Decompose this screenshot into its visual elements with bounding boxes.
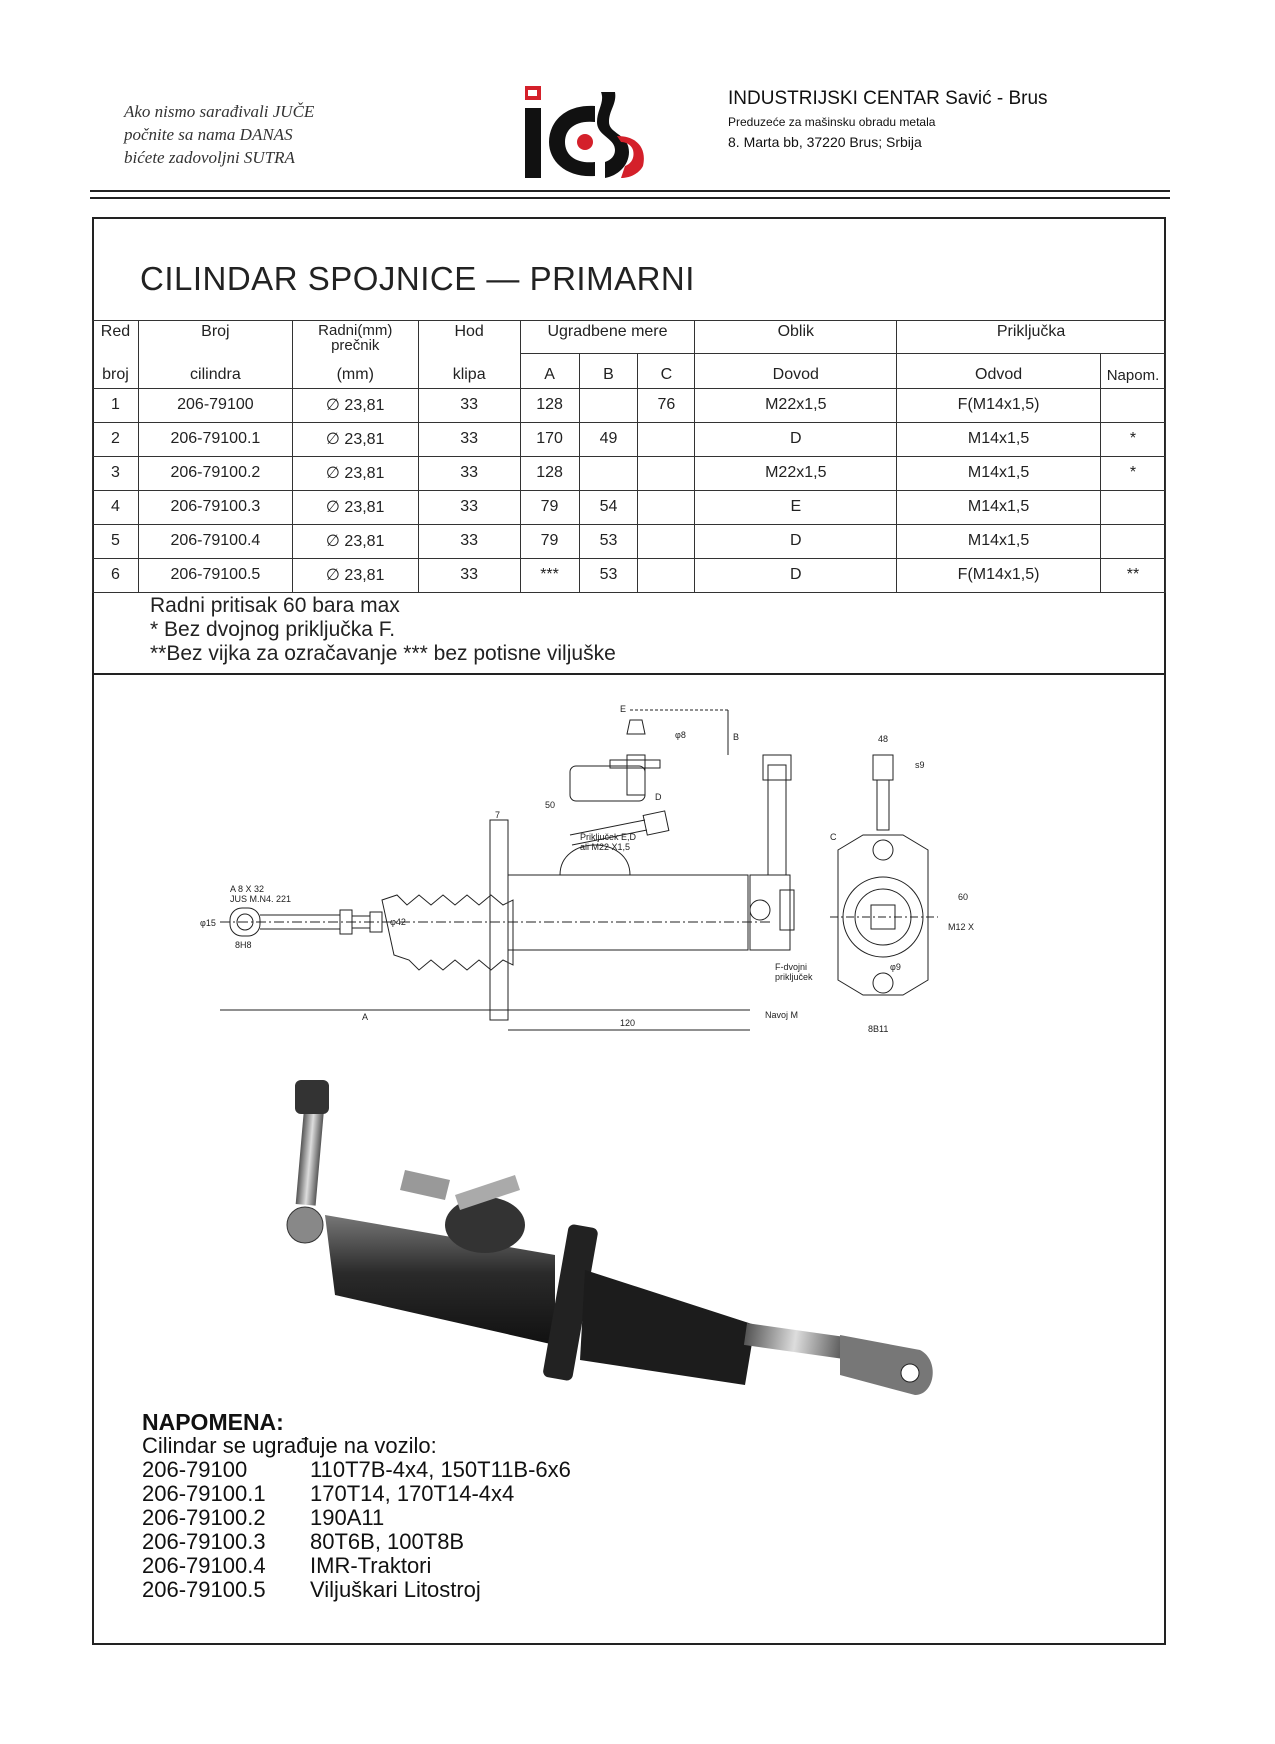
- cell-no: 3: [93, 456, 139, 490]
- col-oblik: Oblik: [695, 321, 897, 354]
- col-c: C: [638, 353, 695, 388]
- cell-code: 206-79100.4: [138, 524, 292, 558]
- cell-a: 79: [520, 490, 579, 524]
- cell-stroke: 33: [418, 558, 520, 592]
- cell-b: 53: [579, 558, 638, 592]
- cell-odvod: M14x1,5: [897, 422, 1101, 456]
- cell-diameter: ∅ 23,81: [292, 558, 418, 592]
- cell-dovod: D: [695, 558, 897, 592]
- napomena-intro: Cilindar se ugrađuje na vozilo:: [142, 1433, 437, 1458]
- label-50: 50: [545, 800, 556, 810]
- cell-code: 206-79100.2: [138, 456, 292, 490]
- label-c: C: [830, 832, 837, 842]
- label-phi42: φ42: [390, 917, 406, 927]
- col-red: Red: [93, 321, 139, 354]
- label-prikljucek-2: ali M22 X1,5: [580, 842, 631, 852]
- cell-stroke: 33: [418, 456, 520, 490]
- cell-dovod: D: [695, 524, 897, 558]
- col-dovod: Dovod: [695, 353, 897, 388]
- cell-napom: *: [1100, 422, 1165, 456]
- reservoir-detail: [570, 704, 739, 801]
- cell-c: 76: [638, 388, 695, 422]
- cell-no: 5: [93, 524, 139, 558]
- label-phi15: φ15: [200, 918, 216, 928]
- col-broj-sub: broj: [93, 353, 139, 388]
- note-single-star: * Bez dvojnog priključka F.: [150, 618, 396, 641]
- vehicle-name: 170T14, 170T14-4x4: [310, 1481, 515, 1506]
- table-row: [93, 456, 1166, 490]
- table-notes: [150, 594, 616, 666]
- col-napom: Napom.: [1100, 353, 1165, 388]
- header-rule-bottom: [90, 197, 1170, 199]
- col-a: A: [520, 353, 579, 388]
- cell-diameter: ∅ 23,81: [292, 388, 418, 422]
- col-klipa: klipa: [418, 353, 520, 388]
- cell-b: 49: [579, 422, 638, 456]
- cell-no: 1: [93, 388, 139, 422]
- cell-b: [579, 456, 638, 490]
- vehicle-name: 190A11: [310, 1505, 385, 1530]
- spec-table: [92, 320, 1166, 593]
- cell-a: 170: [520, 422, 579, 456]
- header-rule-top: [90, 190, 1170, 192]
- cell-dovod: M22x1,5: [695, 388, 897, 422]
- cell-b: 53: [579, 524, 638, 558]
- cell-a: ***: [520, 558, 579, 592]
- label-120: 120: [620, 1018, 636, 1028]
- label-b: B: [733, 732, 740, 742]
- col-radni-label: Radni(mm): [318, 322, 393, 339]
- cell-stroke: 33: [418, 422, 520, 456]
- vehicle-code: 206-79100.3: [142, 1529, 266, 1554]
- label-60: 60: [958, 892, 969, 902]
- company-info: [728, 88, 1088, 150]
- col-odvod: Odvod: [897, 353, 1101, 388]
- cell-diameter: ∅ 23,81: [292, 524, 418, 558]
- cell-c: [638, 558, 695, 592]
- cell-napom: [1100, 388, 1165, 422]
- cell-odvod: F(M14x1,5): [897, 388, 1101, 422]
- vehicle-row: [142, 1554, 571, 1578]
- vehicle-name: 110T7B-4x4, 150T11B-6x6: [310, 1457, 571, 1482]
- cylinder-end-view: [830, 734, 974, 1034]
- cell-napom: **: [1100, 558, 1165, 592]
- label-phi9: φ9: [890, 962, 901, 972]
- vehicle-code: 206-79100.1: [142, 1481, 266, 1506]
- table-row: [93, 558, 1166, 592]
- cell-napom: [1100, 490, 1165, 524]
- table-subheader-row: [93, 353, 1166, 388]
- cell-napom: *: [1100, 456, 1165, 490]
- vehicle-row: [142, 1530, 571, 1554]
- note-pressure: Radni pritisak 60 bara max: [150, 594, 400, 617]
- napomena-heading: NAPOMENA:: [142, 1409, 284, 1435]
- cell-diameter: ∅ 23,81: [292, 422, 418, 456]
- slogan: [124, 100, 424, 169]
- label-navoj: Navoj M: [765, 1010, 799, 1020]
- cell-odvod: M14x1,5: [897, 456, 1101, 490]
- label-7: 7: [495, 810, 501, 820]
- cell-no: 6: [93, 558, 139, 592]
- cell-b: [579, 388, 638, 422]
- technical-drawing: [190, 700, 1090, 1050]
- slogan-line: bićete zadovoljni SUTRA: [124, 148, 295, 167]
- cell-a: 79: [520, 524, 579, 558]
- cell-dovod: E: [695, 490, 897, 524]
- col-precnik-label: prečnik: [331, 337, 380, 354]
- company-subtitle: Preduzeće za mašinsku obradu metala: [728, 115, 936, 129]
- col-b: B: [579, 353, 638, 388]
- cell-c: [638, 490, 695, 524]
- label-m12: M12 X: [948, 922, 975, 932]
- table-row: [93, 388, 1166, 422]
- label-phi8: φ8: [675, 730, 686, 740]
- cell-no: 2: [93, 422, 139, 456]
- vehicle-code: 206-79100.2: [142, 1505, 266, 1530]
- label-e: E: [620, 704, 627, 714]
- vehicle-code: 206-79100.4: [142, 1553, 266, 1578]
- cell-odvod: F(M14x1,5): [897, 558, 1101, 592]
- page-title: CILINDAR SPOJNICE — PRIMARNI: [140, 260, 695, 297]
- col-radni: [292, 321, 418, 354]
- section-divider: [92, 673, 1166, 675]
- company-address: 8. Marta bb, 37220 Brus; Srbija: [728, 134, 922, 150]
- table-row: [93, 490, 1166, 524]
- vehicle-code: 206-79100: [142, 1457, 248, 1482]
- cell-stroke: 33: [418, 490, 520, 524]
- product-photo: [255, 1075, 1035, 1455]
- napomena-section: [142, 1410, 571, 1602]
- label-8h8: 8H8: [235, 940, 252, 950]
- vehicle-row: [142, 1506, 571, 1530]
- label-8b11: 8B11: [868, 1024, 889, 1034]
- cell-no: 4: [93, 490, 139, 524]
- cell-stroke: 33: [418, 524, 520, 558]
- table-row: [93, 524, 1166, 558]
- label-48: 48: [878, 734, 889, 744]
- col-ugradbene-mere: Ugradbene mere: [520, 321, 695, 354]
- cell-b: 54: [579, 490, 638, 524]
- label-prikljucek-1: Priključek E,D: [580, 832, 637, 842]
- col-prikljucka: Priključka: [897, 321, 1166, 354]
- label-a8x32: A 8 X 32: [230, 884, 265, 894]
- company-logo: [525, 86, 655, 178]
- col-mm: (mm): [292, 353, 418, 388]
- slogan-line: Ako nismo sarađivali JUČE: [124, 102, 315, 121]
- vehicle-name: 80T6B, 100T8B: [310, 1529, 465, 1554]
- cell-diameter: ∅ 23,81: [292, 490, 418, 524]
- vehicle-code: 206-79100.5: [142, 1577, 266, 1602]
- slogan-line: počnite sa nama DANAS: [124, 125, 293, 144]
- cell-code: 206-79100.3: [138, 490, 292, 524]
- table-body: [93, 388, 1166, 592]
- company-name: INDUSTRIJSKI CENTAR Savić - Brus: [728, 88, 1048, 109]
- col-hod: Hod: [418, 321, 520, 354]
- cell-code: 206-79100: [138, 388, 292, 422]
- vehicle-list: [142, 1458, 571, 1602]
- cell-odvod: M14x1,5: [897, 490, 1101, 524]
- vehicle-row: [142, 1578, 571, 1602]
- vehicle-name: Viljuškari Litostroj: [310, 1577, 481, 1602]
- cell-code: 206-79100.5: [138, 558, 292, 592]
- cylinder-side-view: [200, 755, 837, 1030]
- cell-dovod: D: [695, 422, 897, 456]
- cell-c: [638, 456, 695, 490]
- label-s9: s9: [915, 760, 925, 770]
- label-jus: JUS M.N4. 221: [230, 894, 292, 904]
- table-header-row: [93, 321, 1166, 354]
- cell-a: 128: [520, 456, 579, 490]
- vehicle-row: [142, 1458, 571, 1482]
- cell-c: [638, 524, 695, 558]
- col-cilindra: cilindra: [138, 353, 292, 388]
- vehicle-row: [142, 1482, 571, 1506]
- label-f-dvojni-1: F-dvojni: [775, 962, 808, 972]
- vehicle-name: IMR-Traktori: [310, 1553, 432, 1578]
- label-d: D: [655, 792, 662, 802]
- cell-code: 206-79100.1: [138, 422, 292, 456]
- cell-a: 128: [520, 388, 579, 422]
- cell-stroke: 33: [418, 388, 520, 422]
- cell-dovod: M22x1,5: [695, 456, 897, 490]
- cell-c: [638, 422, 695, 456]
- table-row: [93, 422, 1166, 456]
- cell-napom: [1100, 524, 1165, 558]
- cell-diameter: ∅ 23,81: [292, 456, 418, 490]
- label-f-dvojni-2: priključek: [775, 972, 813, 982]
- col-broj: Broj: [138, 321, 292, 354]
- note-double-star: **Bez vijka za ozračavanje *** bez potisne viljuške: [150, 642, 616, 665]
- label-a: A: [362, 1012, 369, 1022]
- cell-odvod: M14x1,5: [897, 524, 1101, 558]
